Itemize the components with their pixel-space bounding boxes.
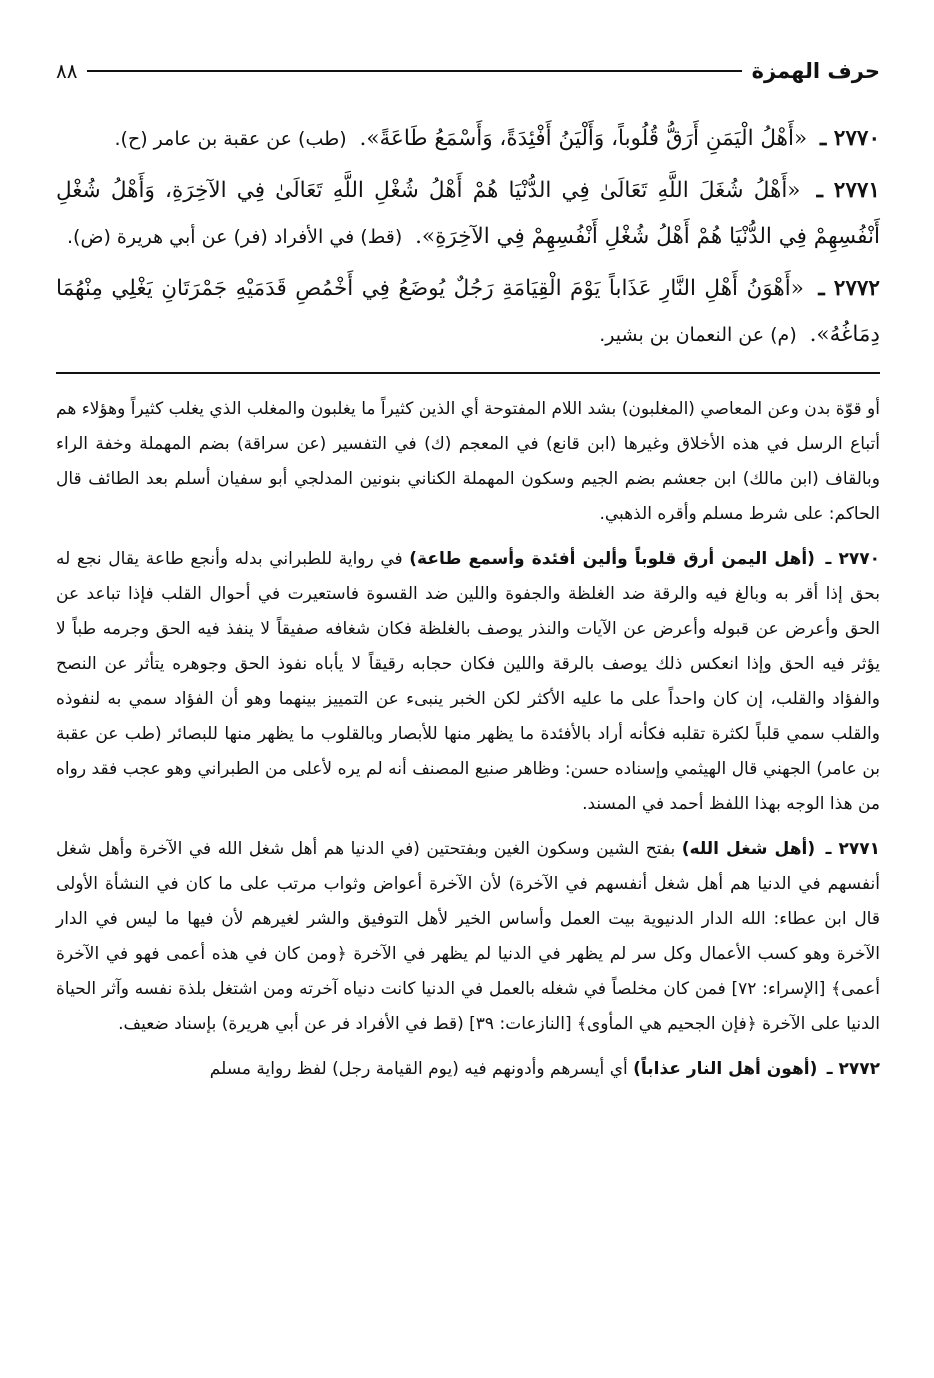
book-page	[56, 54, 880, 1097]
note-text: بفتح الشين وسكون الغين وبفتحتين (في الدنيا هم أهل شغل الله في الآخرة وأهل شغل أنفسهم في الدنيا هم أهل شغل أنفسهم في الآخرة) لأن الآخرة أعواض وثواب مرتب على ما كان في النشأة الأولى قال ابن عطاء: الله الدار الدنيوية بيت العمل وأساس الخير لأهل التوفيق والشر لغيرهم لأن فيها ما ليس في الدار الآخرة وهو كسب الأعمال وكل سر لم يظهر في الدنيا لم يظهر في الآخرة ﴿ومن كان في هذه أعمى فهو في الآخرة أعمى﴾ [الإسراء: ٧٢] فمن كان مخلصاً في شغله بالعمل في الدنيا كانت دنياه آخرته ومن اشتغل بلذة نفسه وآثر الحياة الدنيا على الآخرة ﴿فإن الجحيم هي المأوى﴾ [النازعات: ٣٩] (قط في الأفراد فر عن أبي هريرة) بإسناد ضعيف.	[56, 839, 880, 1034]
hadith-entry	[56, 168, 880, 260]
hadith-entry	[56, 266, 880, 358]
page-number: ٨٨	[56, 59, 78, 83]
commentary-note	[56, 542, 880, 822]
hadith-list	[56, 116, 880, 358]
commentary-note	[56, 1052, 880, 1087]
running-title: حرف الهمزة	[751, 59, 880, 83]
note-lemma: (أهون أهل النار عذاباً)	[633, 1059, 818, 1079]
hadith-number: ٢٧٧٢ ـ	[818, 276, 880, 301]
hadith-text: «أَهْلُ شُغَلَ اللَّهِ تَعَالَىٰ فِي الدُّنْيَا هُمْ أَهْلُ شُغْلِ اللَّهِ تَعَالَىٰ فِي الآخِرَةِ، وَأَهْلُ شُغْلِ أَنْفُسِهِمْ فِي الدُّنْيَا هُمْ أَهْلُ شُغْلِ أَنْفُسِهِمْ فِي الآخِرَةِ».	[56, 178, 880, 249]
hadith-source: (قط) في الأفراد (فر) عن أبي هريرة (ض).	[67, 226, 403, 248]
page-header	[56, 54, 880, 88]
note-number: ٢٧٧٠ ـ	[825, 549, 881, 569]
hadith-number: ٢٧٧١ ـ	[816, 178, 880, 203]
hadith-source: (طب) عن عقبة بن عامر (ح).	[114, 128, 347, 150]
commentary-note	[56, 832, 880, 1042]
note-lemma: (أهل شغل الله)	[681, 839, 816, 859]
note-text: في رواية للطبراني بدله وأنجع طاعة يقال نجع له بحق إذا أقر به وبالغ فيه والرقة ضد الغلظة والجفوة واللين ضد القسوة فاستعيرت في أحوال القلب فإذا تباعد عن الحق وأعرض عن قبوله وأعرض عن الآيات والنذر يوصف بالغلظة فكان شغافه صفيقاً لا ينفذ فيه الحق وجرمه طباً لا يؤثر فيه الحق وإذا انعكس ذلك يوصف بالرقة واللين فكان حجابه رقيقاً لا يأباه نفوذ الحق وجوهره يتأثر عن النصح والفؤاد والقلب، إن كان واحداً على ما عليه الأكثر لكن الخبر ينبىء عن التمييز بينهما وهو أن الفؤاد سمي به لنفوذه والقلب سمي قلباً لكثرة تقلبه فكأنه أراد بالأفئدة ما يظهر منها للأبصار وبالقلوب ما يظهر منها للبصائر (طب عن عقبة بن عامر) الجهني قال الهيثمي وإسناده حسن: وظاهر صنيع المصنف أنه لم يره لأعلى من الطبراني وهو عجب فقد رواه من هذا الوجه بهذا اللفظ أحمد في المسند.	[56, 549, 880, 814]
footnote-separator	[56, 372, 880, 374]
hadith-entry	[56, 116, 880, 162]
note-text: أي أيسرهم وأدونهم فيه (يوم القيامة رجل) لفظ رواية مسلم	[209, 1059, 628, 1079]
commentary-intro: أو قوّة بدن وعن المعاصي (المغلبون) بشد اللام المفتوحة أي الذين كثيراً ما يغلبون والمغلب الذي يغلب كثيراً وهؤلاء هم أتباع الرسل في هذه الأخلاق وغيرها (ابن قانع) في المعجم (ك) في التفسير (عن سراقة) بضم المهملة وخفة الراء وبالقاف (ابن مالك) ابن جعشم بضم الجيم وسكون المهملة الكناني بنونين المدلجي أبو سفيان أسلم بعد الطائف قال الحاكم: على شرط مسلم وأقره الذهبي.	[56, 399, 880, 524]
header-rule	[87, 70, 741, 72]
hadith-text: «أَهْلُ الْيَمَنِ أَرَقُّ قُلُوباً، وَأَلْيَنُ أَفْئِدَةً، وَأَسْمَعُ طَاعَةً».	[359, 126, 808, 151]
hadith-source: (م) عن النعمان بن بشير.	[599, 324, 797, 346]
note-number: ٢٧٧١ ـ	[825, 839, 881, 859]
note-number: ٢٧٧٢ ـ	[826, 1059, 880, 1079]
hadith-text: «أَهْوَنُ أَهْلِ النَّارِ عَذَاباً يَوْمَ الْقِيَامَةِ رَجُلٌ يُوضَعُ فِي أَخْمُصِ قَدَمَيْهِ جَمْرَتَانِ يَغْلِي مِنْهُمَا دِمَاغُهُ».	[56, 276, 880, 347]
note-lemma: (أهل اليمن أرق قلوباً وألين أفئدة وأسمع طاعة)	[409, 549, 815, 569]
hadith-number: ٢٧٧٠ ـ	[820, 126, 880, 151]
commentary-section	[56, 392, 880, 1087]
